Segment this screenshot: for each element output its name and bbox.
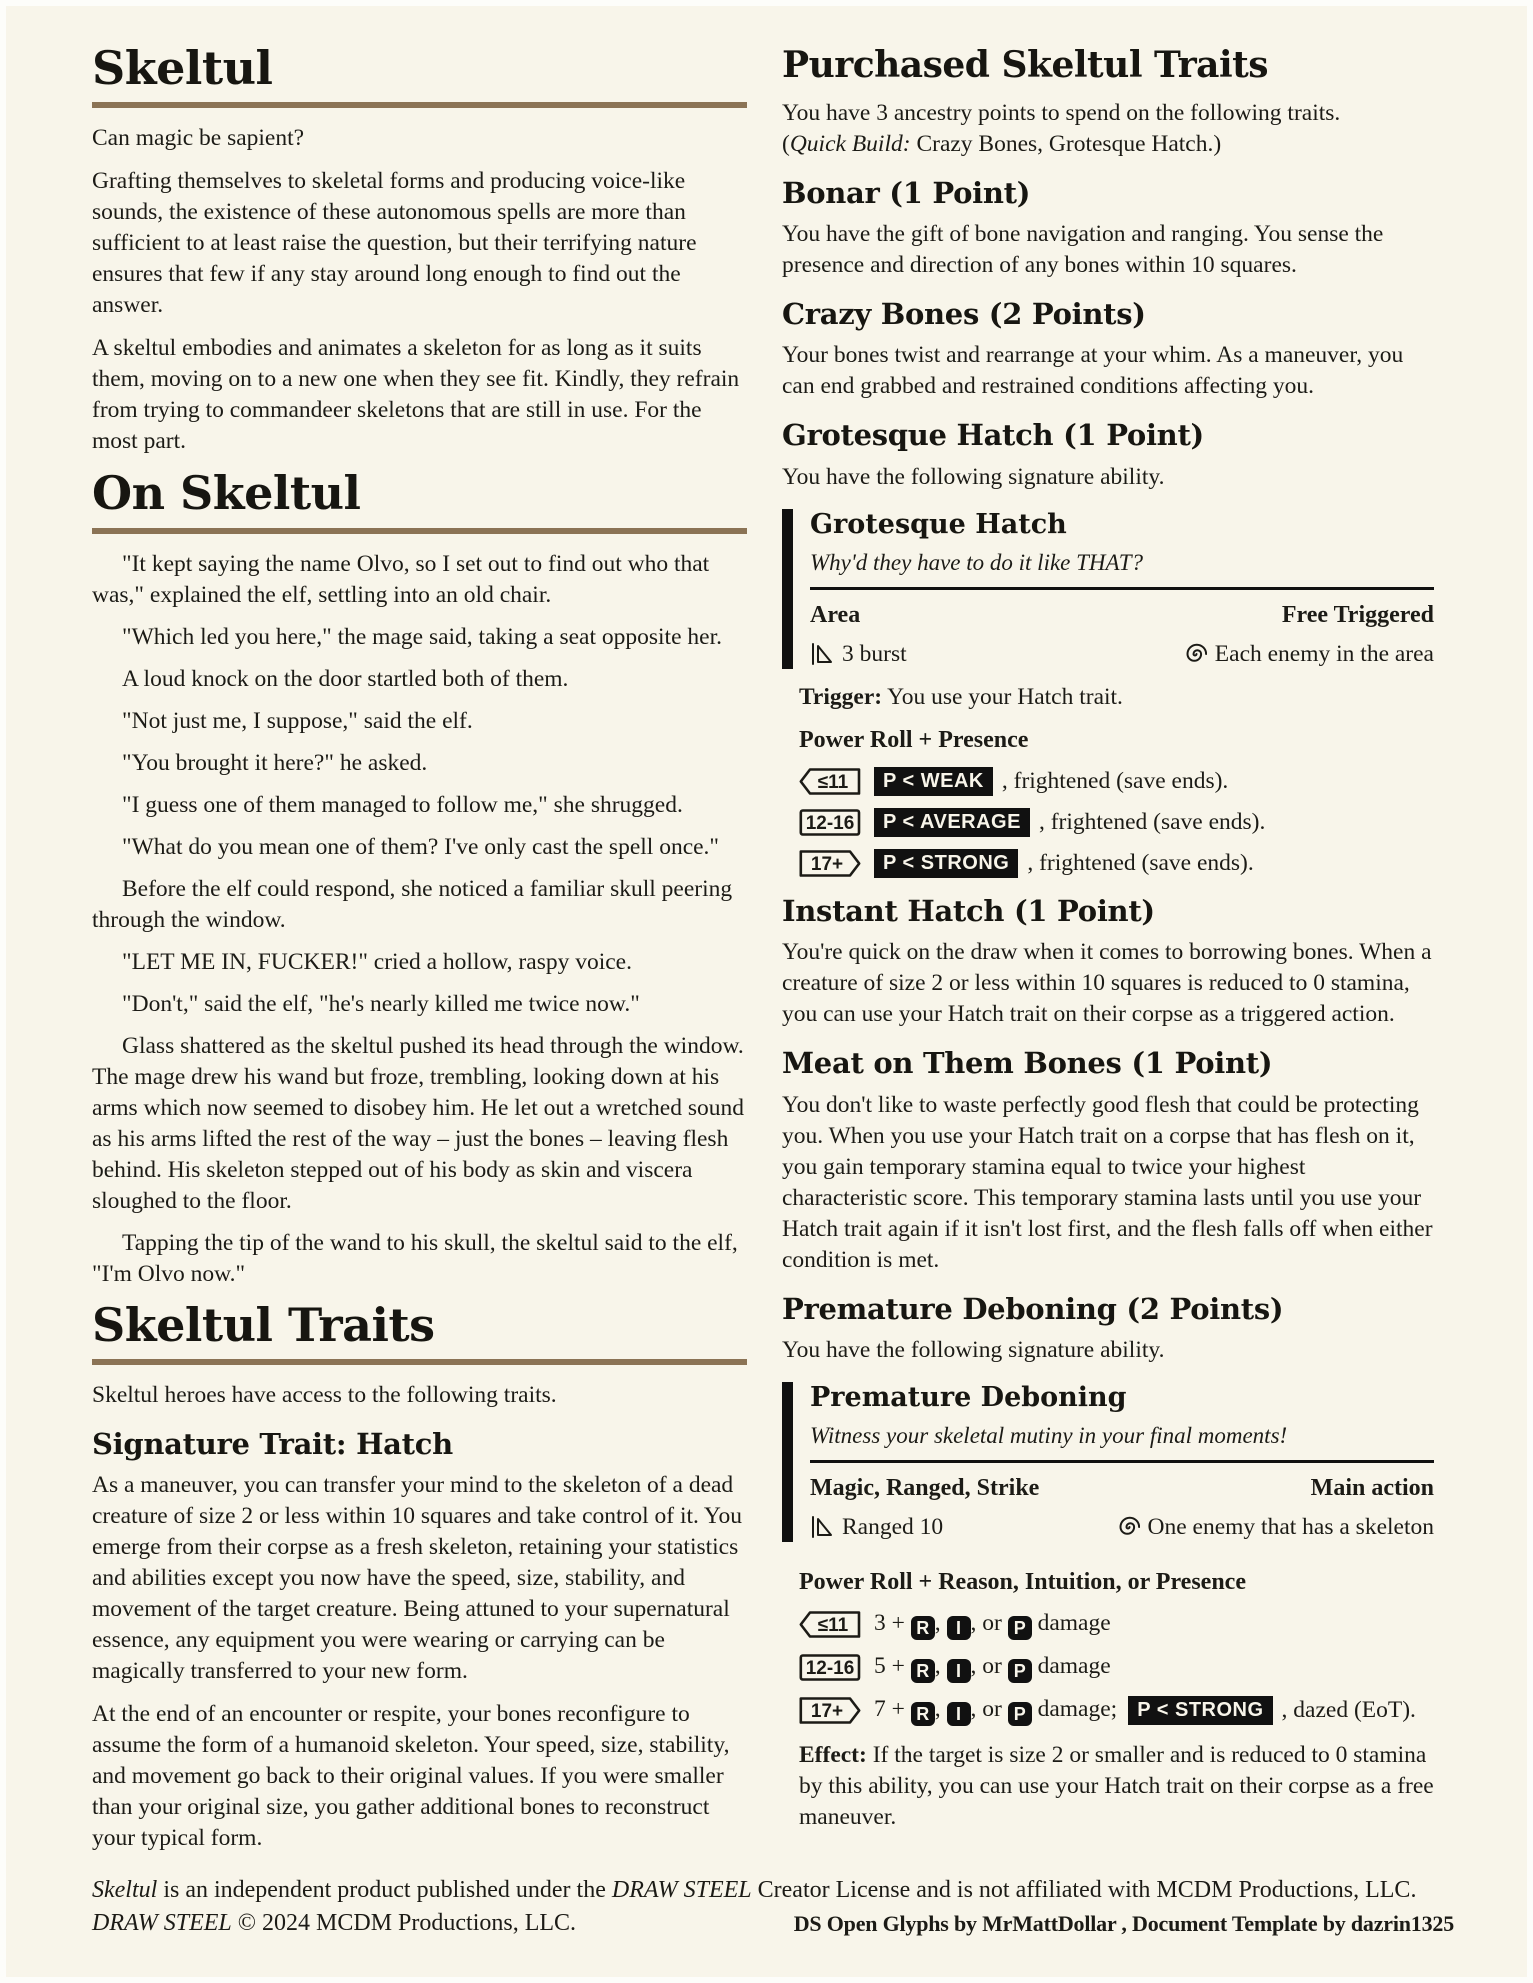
story-paragraph: "It kept saying the name Olvo, so I set out to find out who that was," explained the elf, settling into an old chair.	[92, 550, 710, 608]
ability-target	[1183, 639, 1434, 669]
trait-heading-signature-hatch: Signature Trait: Hatch	[92, 1426, 453, 1461]
trait-paragraph: Your bones twist and rearrange at your whim. As a maneuver, you can end grabbed and restrained conditions affecting you.	[782, 342, 1404, 400]
trait-heading-premature-deboning: Premature Deboning (2 Points)	[782, 1291, 1284, 1326]
ability-distance-text: 3 burst	[842, 641, 907, 668]
ability-distance-target-row	[810, 1512, 1434, 1542]
trait-heading-crazy-bones: Crazy Bones (2 Points)	[782, 296, 1146, 331]
ability-target-text: Each enemy in the area	[1214, 641, 1434, 668]
target-icon	[1183, 642, 1207, 666]
story-paragraph: A loud knock on the door startled both of them.	[122, 665, 569, 692]
ability-rule	[810, 1460, 1434, 1463]
tier-effect-text: , frightened (save ends).	[1001, 768, 1229, 795]
section-heading-on-skeltul: On Skeltul	[92, 466, 361, 521]
ability-rule	[810, 587, 1434, 590]
reason-characteristic-icon: R	[911, 1616, 935, 1640]
presence-characteristic-icon: P	[1008, 1702, 1032, 1726]
section-rule	[92, 528, 747, 534]
trigger-label: Trigger:	[799, 684, 883, 711]
intro-paragraph: A skeltul embodies and animates a skeleton for as long as it suits them, moving on to a new one when they see fit. Kindly, they refrain from trying to commandeer skeletons that are still in use. For the most part.	[92, 335, 740, 455]
purchased-intro-text: You have 3 ancestry points to spend on the following traits.	[782, 99, 1341, 126]
intro-paragraph: Grafting themselves to skeletal forms and producing voice-like sounds, the existence of these autonomous spells are more than sufficient to at least raise the question, but their terrifying nature ensures that few if any stay around long enough to find out the answer.	[92, 168, 697, 319]
power-roll-label: Power Roll + Reason, Intuition, or Presence	[799, 1569, 1246, 1596]
left-column	[92, 41, 747, 1866]
reason-characteristic-icon: R	[911, 1659, 935, 1683]
presence-characteristic-icon: P	[1008, 1659, 1032, 1683]
svg-text:12-16: 12-16	[805, 812, 855, 834]
trait-paragraph: You're quick on the draw when it comes to borrowing bones. When a creature of size 2 or less within 10 squares is reduced to 0 stamina, you can use your Hatch trait on their corpse as a triggered action.	[782, 939, 1432, 1028]
tier-effect-text: , frightened (save ends).	[1038, 809, 1266, 836]
tier-effect-text: , frightened (save ends).	[1027, 850, 1254, 877]
ability-target-text: One enemy that has a skeleton	[1147, 1514, 1434, 1541]
distance-icon	[810, 642, 834, 666]
ability-title: Premature Deboning	[810, 1382, 1127, 1414]
ability-title: Grotesque Hatch	[810, 508, 1067, 540]
distance-icon	[810, 1515, 834, 1539]
story-paragraph: "I guess one of them managed to follow me," she shrugged.	[122, 791, 683, 818]
ability-flavor-text: Why'd they have to do it like THAT?	[810, 550, 1144, 576]
effect-text: If the target is size 2 or smaller and is reduced to 0 stamina by this ability, you can use your Hatch trait on their corpse as a free maneuver.	[799, 1742, 1434, 1831]
svg-text:≤11: ≤11	[817, 771, 849, 793]
trait-paragraph: You have the following signature ability.	[782, 1337, 1165, 1364]
effect-label: Effect:	[799, 1742, 867, 1769]
tier3-range-badge	[799, 1697, 861, 1724]
trait-paragraph: As a maneuver, you can transfer your mind to the skeleton of a dead creature of size 2 or less within 10 squares and take control of it. You emerge from their corpse as a fresh skeleton, retaining your statistics and abilities except you now have the speed, size, stability, and movement of the target creature. Being attuned to your supernatural essence, any equipment you were wearing or carrying can be magically transferred to your new form.	[92, 1472, 743, 1685]
quick-build-label: Quick Build:	[789, 130, 911, 157]
trait-heading-meat-on-them-bones: Meat on Them Bones (1 Point)	[782, 1046, 1273, 1081]
ability-distance	[810, 639, 907, 669]
power-roll-tier-1	[799, 766, 1434, 796]
license-text: Skeltul is an independent product published under the DRAW STEEL Creator License and is not affiliated with MCDM Productions, LLC. DRAW STEEL © 2024 MCDM Productions, LLC.	[92, 1877, 1417, 1936]
power-roll-tier-3	[799, 848, 1434, 878]
power-roll-tier-1	[799, 1608, 1434, 1640]
story-paragraph: Glass shattered as the skeltul pushed its head through the window. The mage drew his wand but froze, trembling, looking down at his arms which now seemed to disobey him. He let out a wretched sound as his arms lifted the rest of the way – just the bones – leaving flesh behind. His skeleton stepped out of his body as skin and viscera sloughed to the floor.	[92, 1032, 744, 1214]
power-roll-tier-2	[799, 807, 1434, 837]
ability-body	[782, 678, 1434, 878]
tier2-range-badge	[799, 1654, 861, 1681]
intuition-characteristic-icon: I	[947, 1616, 971, 1640]
ability-distance	[810, 1512, 943, 1542]
ability-keywords: Magic, Ranged, Strike	[810, 1475, 1040, 1502]
tier3-range-badge	[799, 850, 861, 877]
tier-damage-text: 7 + R , I , or P damage;	[874, 1696, 1118, 1725]
ability-distance-text: Ranged 10	[842, 1514, 944, 1541]
quick-build-open: (	[782, 130, 790, 157]
ability-block-grotesque-hatch	[782, 509, 1434, 878]
story-paragraph: "You brought it here?" he asked.	[122, 749, 428, 776]
page-title: Skeltul	[92, 41, 273, 95]
title-rule	[92, 102, 747, 108]
quick-build-rest: Crazy Bones, Grotesque Hatch.)	[910, 130, 1222, 157]
trait-paragraph: You have the gift of bone navigation and ranging. You sense the presence and direction of any bones within 10 squares.	[782, 220, 1384, 278]
potency-badge: P < STRONG	[1128, 1696, 1272, 1725]
reason-characteristic-icon: R	[911, 1702, 935, 1726]
section-heading-skeltul-traits: Skeltul Traits	[92, 1297, 435, 1352]
ability-header	[782, 509, 1434, 669]
trait-heading-instant-hatch: Instant Hatch (1 Point)	[782, 894, 1155, 929]
purchased-intro	[782, 98, 1434, 160]
svg-text:17+: 17+	[810, 1700, 844, 1722]
trait-paragraph: You don't like to waste perfectly good flesh that could be protecting you. When you use your Hatch trait on a corpse that has flesh on it, you gain temporary stamina equal to twice your highest characteristic score. This temporary stamina lasts until you use your Hatch trait again if it isn't lost first, and the flesh falls off when either condition is met.	[782, 1091, 1433, 1273]
target-icon	[1116, 1515, 1140, 1539]
ability-header	[782, 1382, 1434, 1542]
potency-badge: P < STRONG	[874, 849, 1018, 878]
ability-block-premature-deboning	[782, 1382, 1434, 1833]
svg-text:≤11: ≤11	[817, 1614, 849, 1636]
potency-badge: P < WEAK	[874, 767, 993, 796]
intuition-characteristic-icon: I	[947, 1702, 971, 1726]
tier-effect-text: , dazed (EoT).	[1281, 1697, 1416, 1724]
svg-text:17+: 17+	[810, 853, 844, 875]
ability-keywords-row	[810, 1473, 1434, 1503]
trait-paragraph: At the end of an encounter or respite, your bones reconfigure to assume the form of a humanoid skeleton. Your speed, size, stability, and movement go back to their original values. If you were smaller than your original size, you gather additional bones to reconstruct your typical form.	[92, 1701, 730, 1852]
ability-distance-target-row	[810, 639, 1434, 669]
credits-text: DS Open Glyphs by MrMattDollar , Document Template by dazrin1325	[793, 1911, 1454, 1936]
ability-trigger	[799, 682, 1434, 713]
story-paragraph: "What do you mean one of them? I've only cast the spell once."	[122, 833, 720, 860]
ability-flavor-text: Witness your skeletal mutiny in your final moments!	[810, 1423, 1288, 1449]
intuition-characteristic-icon: I	[947, 1659, 971, 1683]
traits-intro: Skeltul heroes have access to the following traits.	[92, 1381, 557, 1408]
tier-damage-text: 5 + R , I , or P damage	[874, 1653, 1111, 1682]
story-paragraph: "Don't," said the elf, "he's nearly killed me twice now."	[122, 990, 640, 1017]
ability-keywords: Area	[810, 602, 861, 629]
story-paragraph: Before the elf could respond, she noticed a familiar skull peering through the window.	[92, 875, 733, 933]
trigger-text: You use your Hatch trait.	[882, 684, 1123, 711]
right-column	[782, 44, 1434, 1845]
power-roll-label: Power Roll + Presence	[799, 727, 1029, 754]
potency-badge: P < AVERAGE	[874, 808, 1030, 837]
footer	[92, 1874, 1454, 1940]
ability-target	[1116, 1512, 1434, 1542]
tier1-range-badge	[799, 1611, 861, 1638]
section-rule	[92, 1359, 747, 1365]
presence-characteristic-icon: P	[1008, 1616, 1032, 1640]
story-paragraph: Tapping the tip of the wand to his skull, the skeltul said to the elf, "I'm Olvo now."	[92, 1229, 738, 1287]
power-roll-tier-2	[799, 1651, 1434, 1683]
tier-damage-text: 3 + R , I , or P damage	[874, 1610, 1111, 1639]
ability-action-type: Free Triggered	[1281, 602, 1434, 629]
tier2-range-badge	[799, 809, 861, 836]
svg-text:12-16: 12-16	[805, 1657, 855, 1679]
trait-heading-bonar: Bonar (1 Point)	[782, 175, 1031, 210]
section-heading-purchased-traits: Purchased Skeltul Traits	[782, 44, 1269, 86]
story-paragraph: "LET ME IN, FUCKER!" cried a hollow, raspy voice.	[122, 948, 632, 975]
trait-heading-grotesque-hatch: Grotesque Hatch (1 Point)	[782, 418, 1204, 453]
ability-body	[782, 1551, 1434, 1833]
tier1-range-badge	[799, 768, 861, 795]
ability-effect	[799, 1740, 1434, 1833]
ability-action-type: Main action	[1310, 1475, 1434, 1502]
page-background	[6, 6, 1527, 1977]
story-paragraph: "Not just me, I suppose," said the elf.	[122, 707, 473, 734]
story-paragraph: "Which led you here," the mage said, taking a seat opposite her.	[122, 623, 722, 650]
trait-paragraph: You have the following signature ability.	[782, 463, 1165, 490]
power-roll-tier-3	[799, 1694, 1434, 1726]
intro-paragraph: Can magic be sapient?	[92, 125, 305, 152]
ability-keywords-row	[810, 600, 1434, 630]
